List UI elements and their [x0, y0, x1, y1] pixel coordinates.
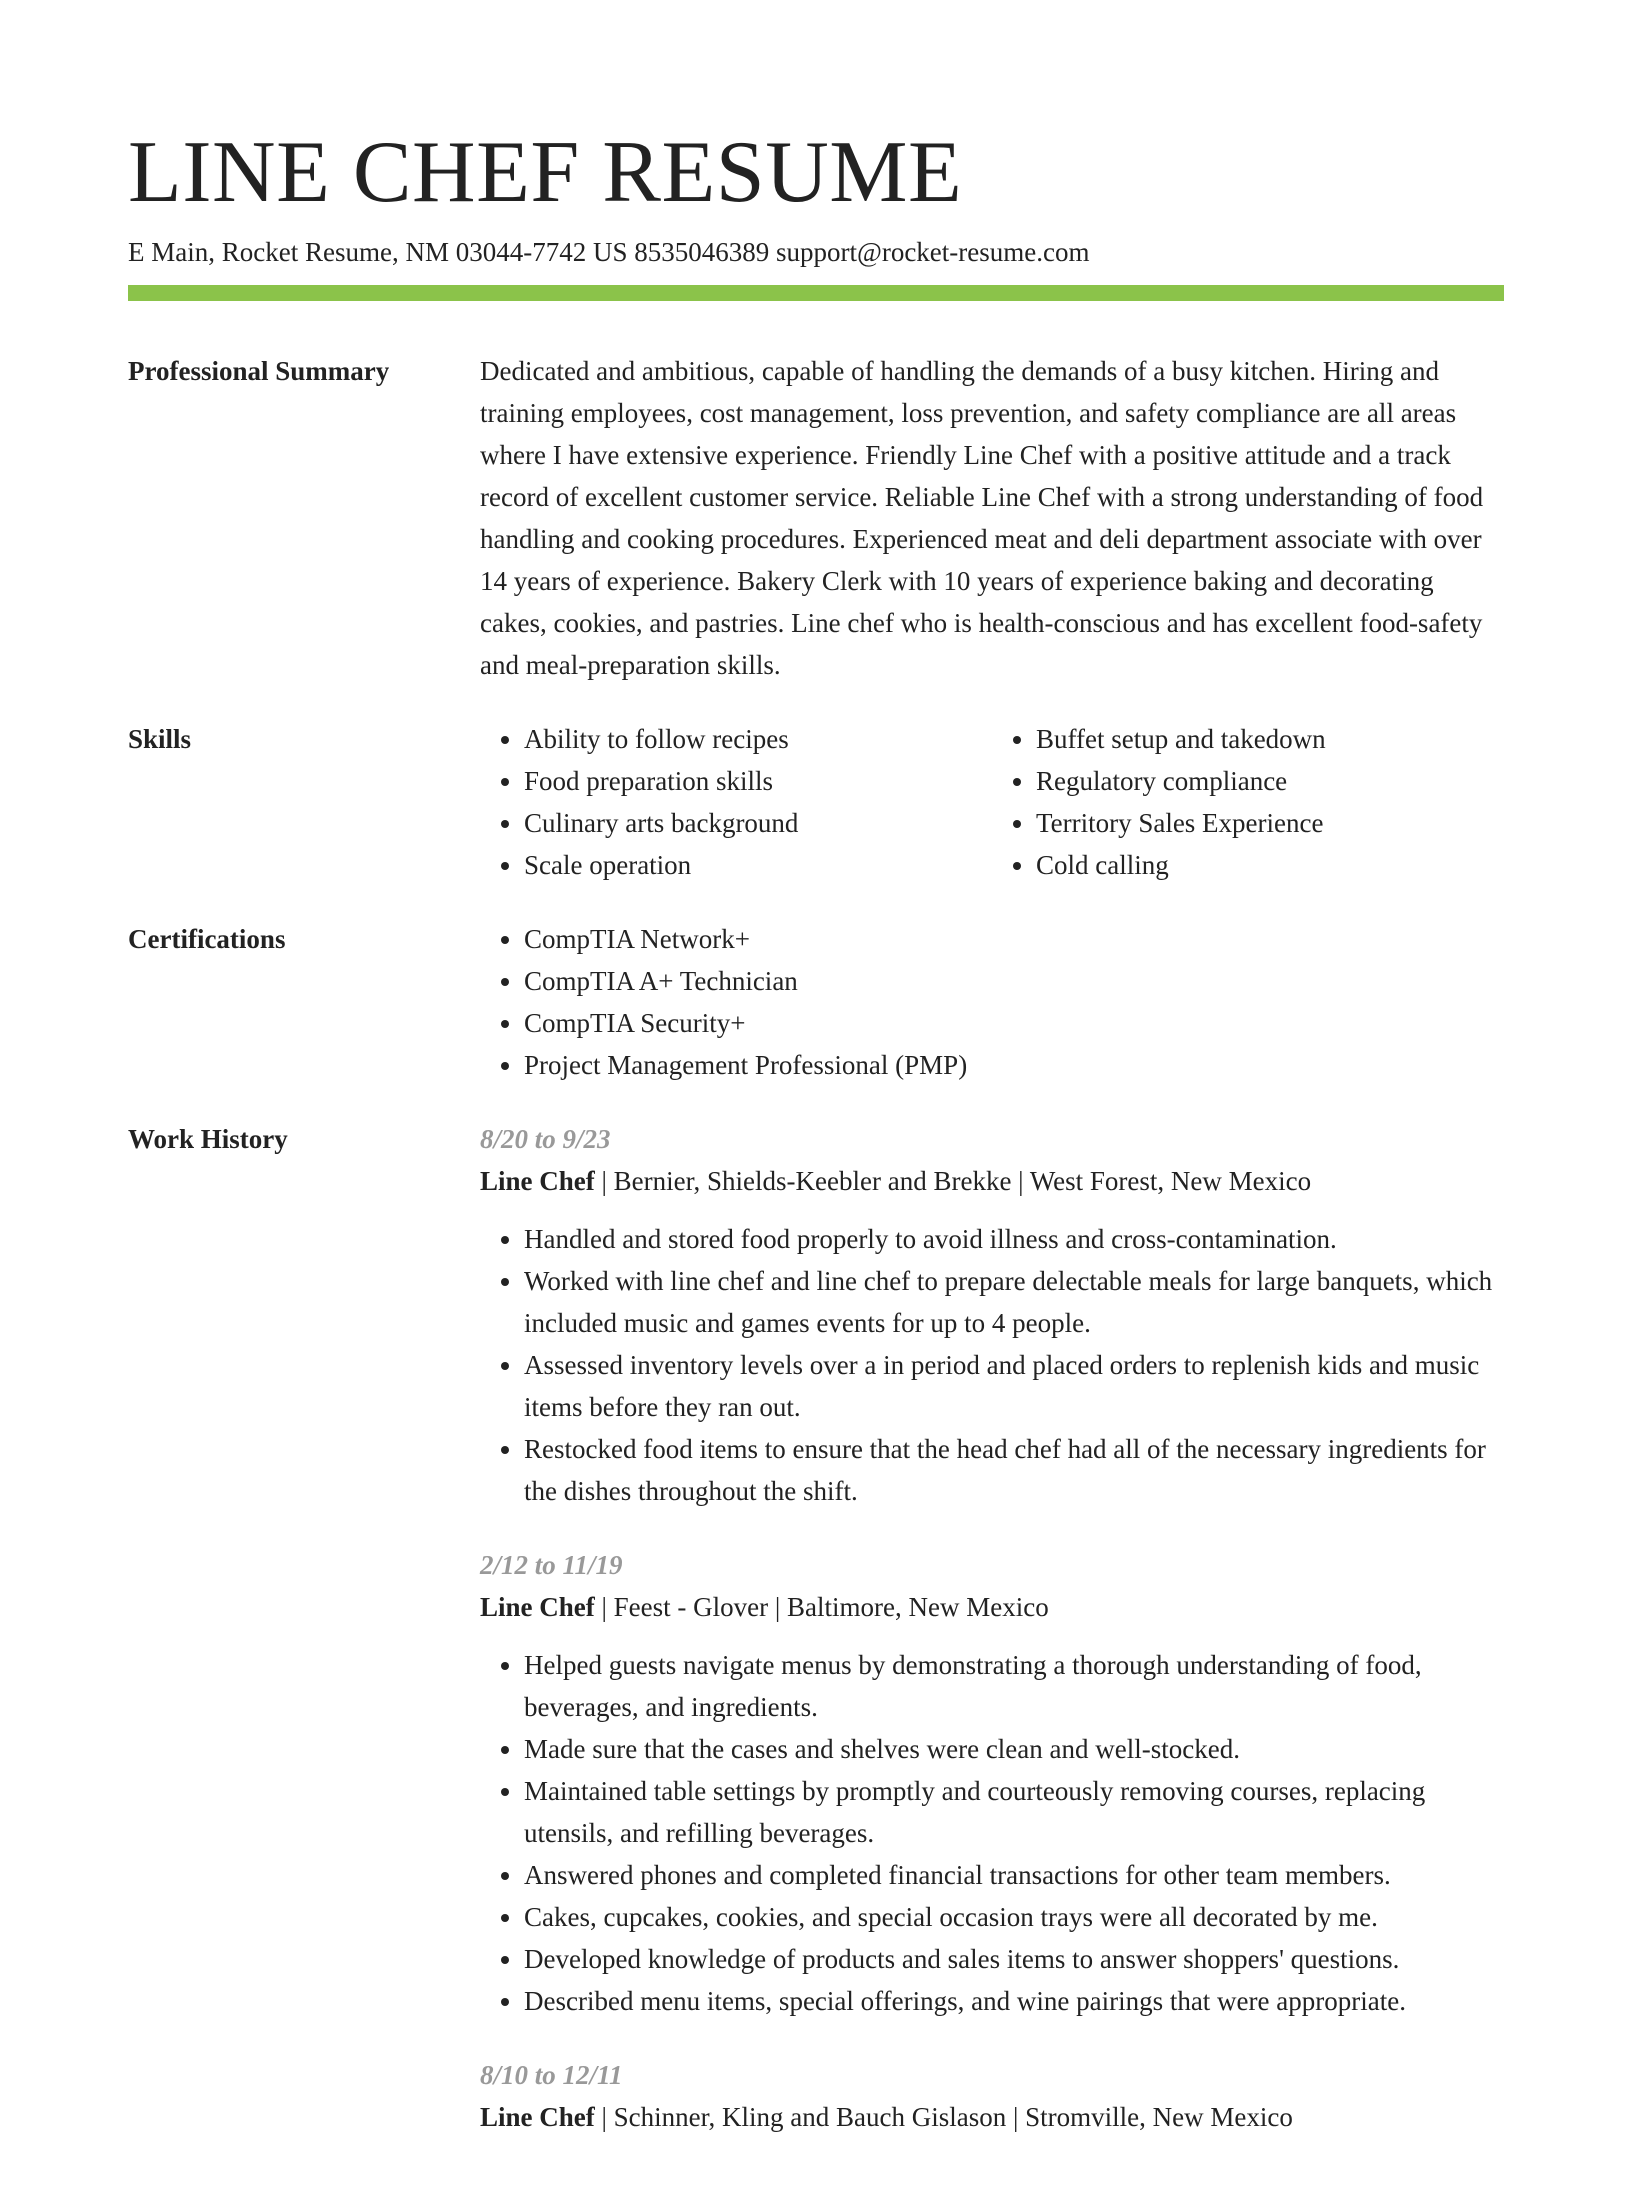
job-employer-location: | Bernier, Shields-Keebler and Brekke | West Forest, New Mexico [594, 1166, 1312, 1196]
certification-item: • CompTIA Network+ [524, 918, 1504, 960]
section-label-summary: Professional Summary [128, 356, 390, 386]
section-label-skills: Skills [128, 724, 192, 754]
resume-title: LINE CHEF RESUME [128, 124, 963, 221]
skill-item: • Culinary arts background [524, 802, 992, 844]
job-bullet: • Maintained table settings by promptly and courteously removing courses, replacing utensils, and refilling beverages. [524, 1770, 1504, 1854]
section-label-certifications: Certifications [128, 924, 286, 954]
skills-list-right [992, 718, 1504, 886]
resume-content [128, 350, 1504, 2186]
job-bullet: • Described menu items, special offerings, and wine pairings that were appropriate. [524, 1980, 1504, 2022]
certifications-section [128, 918, 1504, 1086]
skill-item: • Ability to follow recipes [524, 718, 992, 760]
job-bullet: • Cakes, cupcakes, cookies, and special occasion trays were all decorated by me. [524, 1896, 1504, 1938]
job-employer-location: | Feest - Glover | Baltimore, New Mexico [594, 1592, 1049, 1622]
skill-item: • Territory Sales Experience [1036, 802, 1504, 844]
certification-item: • Project Management Professional (PMP) [524, 1044, 1504, 1086]
skill-item: • Buffet setup and takedown [1036, 718, 1504, 760]
job-bullets [480, 1644, 1504, 2022]
job-dates: 8/10 to 12/11 [480, 2060, 623, 2090]
accent-divider [128, 285, 1504, 301]
skill-item: • Regulatory compliance [1036, 760, 1504, 802]
skill-item: • Scale operation [524, 844, 992, 886]
job-bullets [480, 1218, 1504, 1512]
section-label-work-history: Work History [128, 1124, 288, 1154]
job-bullet: • Made sure that the cases and shelves were clean and well-stocked. [524, 1728, 1504, 1770]
work-history-section [128, 1118, 1504, 2154]
certification-item: • CompTIA A+ Technician [524, 960, 1504, 1002]
job-heading [480, 1160, 1504, 1202]
job-heading [480, 1586, 1504, 1628]
job-title: Line Chef [480, 1592, 595, 1622]
job-employer-location: | Schinner, Kling and Bauch Gislason | Stromville, New Mexico [594, 2102, 1293, 2132]
job-title: Line Chef [480, 2102, 595, 2132]
job-bullet: • Assessed inventory levels over a in period and placed orders to replenish kids and music items before they ran out. [524, 1344, 1504, 1428]
job-bullet: • Helped guests navigate menus by demonstrating a thorough understanding of food, beverages, and ingredients. [524, 1644, 1504, 1728]
job-bullet: • Restocked food items to ensure that the head chef had all of the necessary ingredients for the dishes throughout the shift. [524, 1428, 1504, 1512]
job-bullet: • Developed knowledge of products and sales items to answer shoppers' questions. [524, 1938, 1504, 1980]
job-dates: 2/12 to 11/19 [480, 1550, 623, 1580]
job-bullet: • Worked with line chef and line chef to prepare delectable meals for large banquets, which included music and games events for up to 4 people. [524, 1260, 1504, 1344]
skills-section [128, 718, 1504, 886]
job-entry [480, 1118, 1504, 1512]
summary-text: Dedicated and ambitious, capable of handling the demands of a busy kitchen. Hiring and training employees, cost management, loss prevention, and safety compliance are all areas where I have extensive experience. Friendly Line Chef with a positive attitude and a track record of excellent customer service. Reliable Line Chef with a strong understanding of food handling and cooking procedures. Experienced meat and deli department associate with over 14 years of experience. Bakery Clerk with 10 years of experience baking and decorating cakes, cookies, and pastries. Line chef who is health-conscious and has excellent food-safety and meal-preparation skills. [480, 356, 1484, 680]
certifications-list [480, 918, 1504, 1086]
certification-item: • CompTIA Security+ [524, 1002, 1504, 1044]
job-entry [480, 1544, 1504, 2022]
job-title: Line Chef [480, 1166, 595, 1196]
contact-line: E Main, Rocket Resume, NM 03044-7742 US 8535046389 support@rocket-resume.com [128, 237, 1090, 267]
job-heading [480, 2096, 1504, 2138]
job-dates: 8/20 to 9/23 [480, 1124, 611, 1154]
job-bullet: • Handled and stored food properly to avoid illness and cross-contamination. [524, 1218, 1504, 1260]
summary-section [128, 350, 1504, 686]
job-bullet: • Answered phones and completed financial transactions for other team members. [524, 1854, 1504, 1896]
job-entry [480, 2054, 1504, 2138]
skill-item: • Food preparation skills [524, 760, 992, 802]
resume-header [128, 118, 1504, 270]
skills-list-left [480, 718, 992, 886]
skill-item: • Cold calling [1036, 844, 1504, 886]
